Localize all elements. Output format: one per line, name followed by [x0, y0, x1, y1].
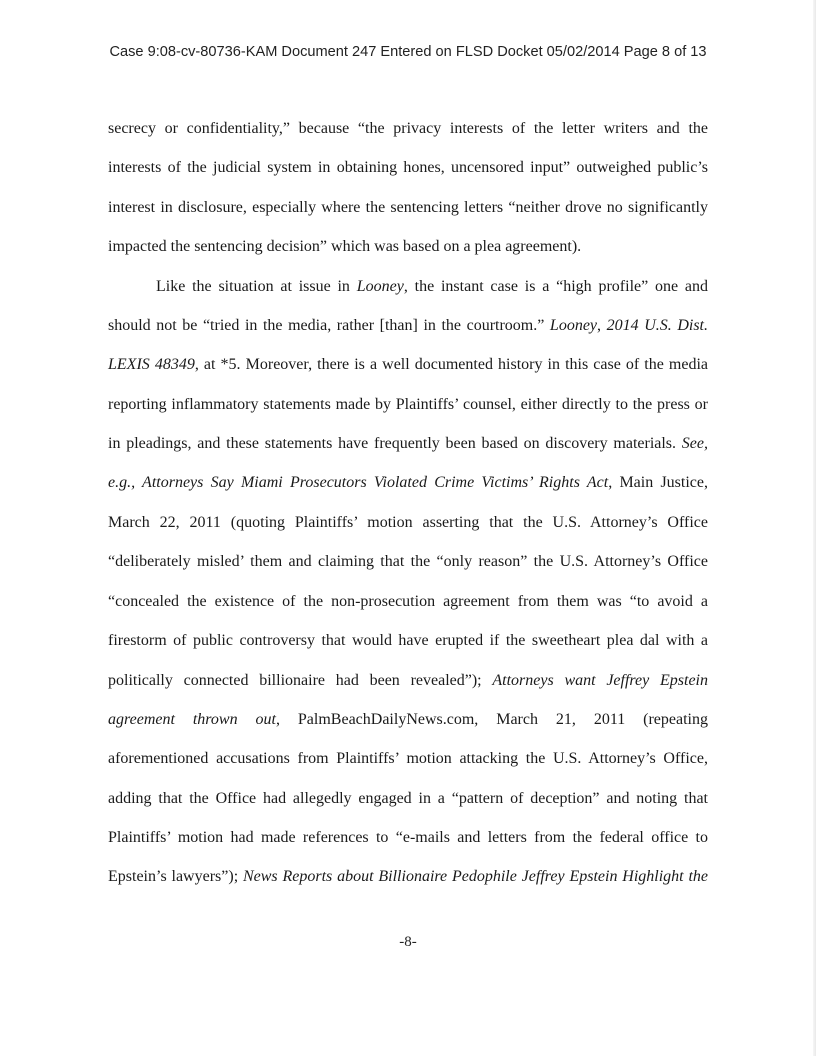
text-line: secrecy or confidentiality,” because “the privacy interests of the letter writers and the	[108, 120, 708, 137]
text-line: politically connected billionaire had been revealed”); Attorneys want Jeffrey Epstein	[108, 672, 709, 689]
text-line: Like the situation at issue in Looney, the instant case is a “high profile” one and	[156, 278, 709, 295]
signal-word: See,	[681, 435, 708, 452]
text-line: interests of the judicial system in obtaining hones, uncensored input” outweighed public’s	[108, 159, 708, 176]
case-header: Case 9:08-cv-80736-KAM Document 247 Entered on FLSD Docket 05/02/2014 Page 8 of 13	[109, 44, 707, 60]
case-citation: 2014 U.S. Dist.	[606, 317, 708, 334]
article-title: e.g., Attorneys Say Miami Prosecutors Violated Crime Victims’ Rights Act	[108, 474, 609, 491]
text-line: firestorm of public controversy that would have erupted if the sweetheart plea dal with a	[108, 632, 708, 649]
text-line: “concealed the existence of the non-prosecution agreement from them was “to avoid a	[108, 593, 708, 610]
case-citation: LEXIS 48349	[108, 356, 195, 373]
text-line: adding that the Office had allegedly engaged in a “pattern of deception” and noting that	[108, 790, 708, 807]
text-line: aforementioned accusations from Plaintiffs’ motion attacking the U.S. Attorney’s Office,	[108, 750, 708, 767]
case-citation: Looney	[356, 278, 404, 295]
text-line: March 22, 2011 (quoting Plaintiffs’ motion asserting that the U.S. Attorney’s Office	[108, 514, 708, 531]
text-line: LEXIS 48349, at *5. Moreover, there is a well documented history in this case of the media	[108, 356, 708, 373]
text-line: in pleadings, and these statements have frequently been based on discovery materials. See,	[108, 435, 708, 452]
text-line: agreement thrown out, PalmBeachDailyNews.com, March 21, 2011 (repeating	[108, 711, 708, 728]
text-line: “deliberately misled’ them and claiming that the “only reason” the U.S. Attorney’s Office	[108, 553, 708, 570]
text-line: Epstein’s lawyers”); News Reports about Billionaire Pedophile Jeffrey Epstein Highlight the	[108, 868, 709, 885]
text-line: should not be “tried in the media, rather [than] in the courtroom.” Looney, 2014 U.S. Dist.	[108, 317, 708, 334]
text-line: e.g., Attorneys Say Miami Prosecutors Violated Crime Victims’ Rights Act, Main Justice,	[108, 474, 709, 491]
case-citation: Looney	[549, 317, 598, 334]
article-title: agreement thrown out	[108, 711, 276, 728]
text-line: interest in disclosure, especially where the sentencing letters “neither drove no significantly	[108, 199, 708, 216]
article-title: Attorneys want Jeffrey Epstein	[492, 672, 709, 689]
page-number: -8-	[399, 934, 417, 950]
text-line: impacted the sentencing decision” which was based on a plea agreement).	[108, 238, 582, 255]
text-line: Plaintiffs’ motion had made references to “e-mails and letters from the federal office to	[108, 829, 708, 846]
article-title: News Reports about Billionaire Pedophile Jeffrey Epstein Highlight the	[242, 868, 709, 885]
text-line: reporting inflammatory statements made by Plaintiffs’ counsel, either directly to the press or	[108, 396, 708, 413]
